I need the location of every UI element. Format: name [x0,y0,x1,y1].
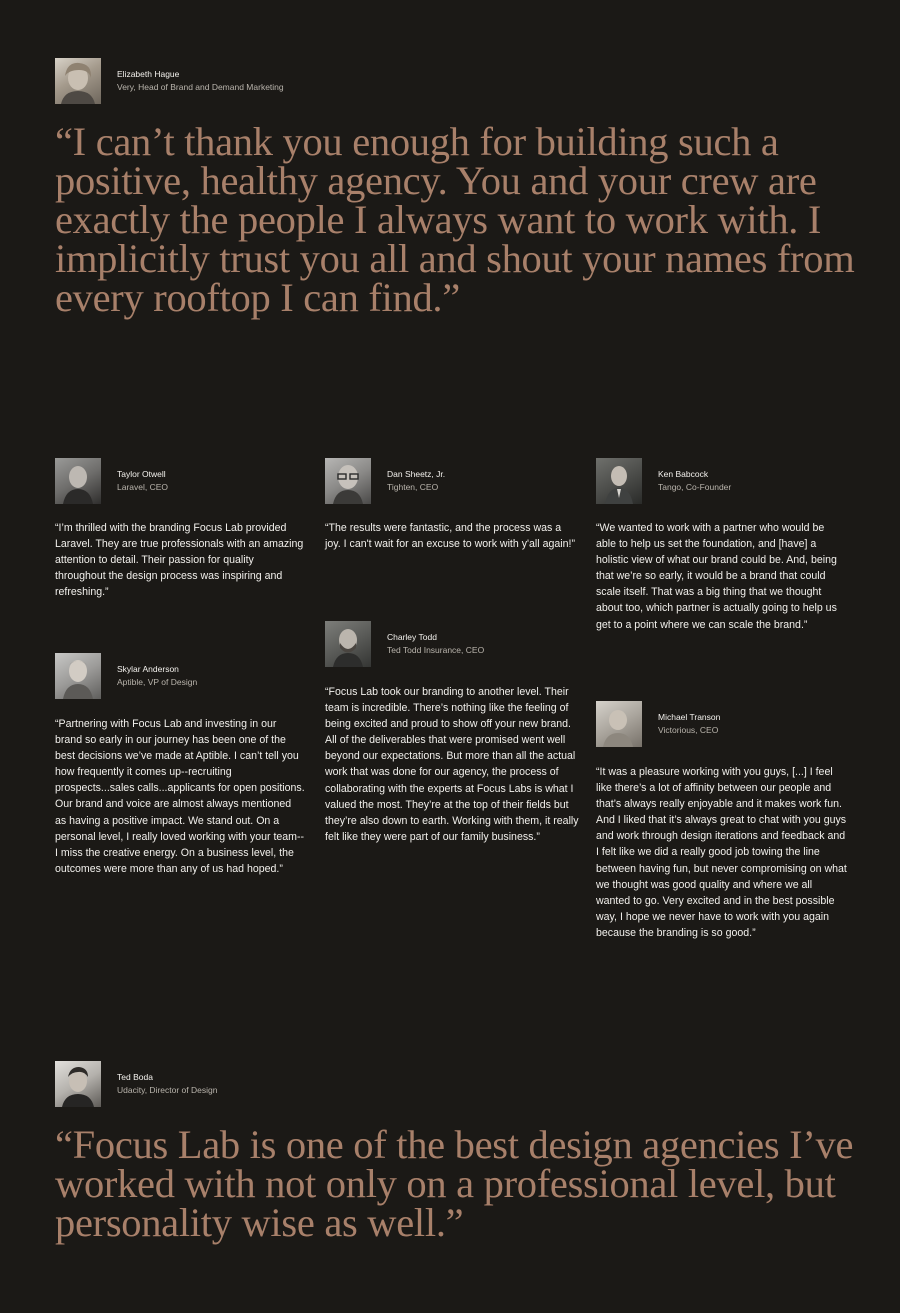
testimonial-quote: “I’m thrilled with the branding Focus Lab provided Laravel. They are true professionals with an amazing attention to detail. Their passion for quality throughout the design process was inspiring and refreshing.” [55,522,304,599]
author-role: Ted Todd Insurance, CEO [387,645,485,655]
author-name: Taylor Otwell [117,469,166,479]
testimonial-quote: “Partnering with Focus Lab and investing in our brand so early in our journey has been one of the best decisions we’ve made at Aptible. I can’t tell you how frequently it comes up--recruiting prospects...sales calls...applicants for open positions. Our brand and voice are almost always mentioned as having a positive impact. We stand out. On a personal level, I really loved working with your team--I miss the creative energy. On a business level, the outcomes were more than any of us had hoped.” [55,718,305,875]
avatar-michael-transon [596,701,642,747]
author-name: Ted Boda [117,1072,153,1082]
author-role: Tango, Co-Founder [658,482,732,492]
author-name: Dan Sheetz, Jr. [387,469,446,479]
avatar-ted-boda [55,1061,101,1107]
author-name: Charley Todd [387,632,437,642]
testimonial-author [55,458,168,504]
testimonial-author [55,653,197,699]
avatar-taylor-otwell [55,458,101,504]
author-role: Aptible, VP of Design [117,677,198,687]
testimonial-quote: “Focus Lab took our branding to another level. Their team is incredible. There’s nothing like the feeling of being excited and proud to show off your new brand. All of the deliverables that were promised went well beyond our expectations. But more than all the actual work that was done for our agency, the process of collaborating with the experts at Focus Labs is what I valued the most. They’re at the top of their fields but they’re also down to earth. Working with them, it really felt like they were part of our family business.” [325,686,579,843]
testimonial-quote: “We wanted to work with a partner who would be able to help us set the foundation, and [have] a holistic view of what our brand could be. And, being that we’re so early, it would be a brand that could scale itself. That was a big thing that we thought about too, which partner is actually going to help us get to a point where we can scale the brand.” [596,522,837,631]
featured-bottom-author [55,1061,217,1107]
featured-top-quote: “I can’t thank you enough for building such a positive, healthy agency. You and your crew are exactly the people I always want to work with. I implicitly trust you all and shout your names from every rooftop I can find.” [55,119,855,320]
author-role: Tighten, CEO [387,482,439,492]
testimonial-quote: “The results were fantastic, and the process was a joy. I can't wait for an excuse to work with y'all again!” [325,522,575,551]
avatar-dan-sheetz [325,458,371,504]
avatar-skylar-anderson [55,653,101,699]
avatar-ken-babcock [596,458,642,504]
avatar-charley-todd [325,621,371,667]
avatar-elizabeth-hague [55,58,101,104]
author-role: Laravel, CEO [117,482,169,492]
author-name: Elizabeth Hague [117,69,180,79]
author-role: Very, Head of Brand and Demand Marketing [117,82,284,92]
author-name: Ken Babcock [658,469,709,479]
author-name: Michael Transon [658,712,721,722]
testimonial-author [325,458,445,504]
testimonial-author [596,458,731,504]
testimonial-quote: “It was a pleasure working with you guys, [...] I feel like there’s a lot of affinity between our people and that’s always really enjoyable and it makes work fun. And I liked that it’s always great to chat with you guys and work through design iterations and feedback and I felt like we did a really good job towing the line between having fun, but never compromising on what we thought was good quality and where we all wanted to go. Very excited and in the best possible way, I hope we never have to work with you again because the branding is so good.” [596,766,847,939]
testimonial-author [325,621,484,667]
featured-top-author [55,58,284,104]
author-name: Skylar Anderson [117,664,179,674]
author-role: Victorious, CEO [658,725,719,735]
featured-bottom-quote: “Focus Lab is one of the best design agencies I’ve worked with not only on a professional level, but personality wise as well.” [55,1122,854,1245]
testimonial-author [596,701,720,747]
author-role: Udacity, Director of Design [117,1085,218,1095]
